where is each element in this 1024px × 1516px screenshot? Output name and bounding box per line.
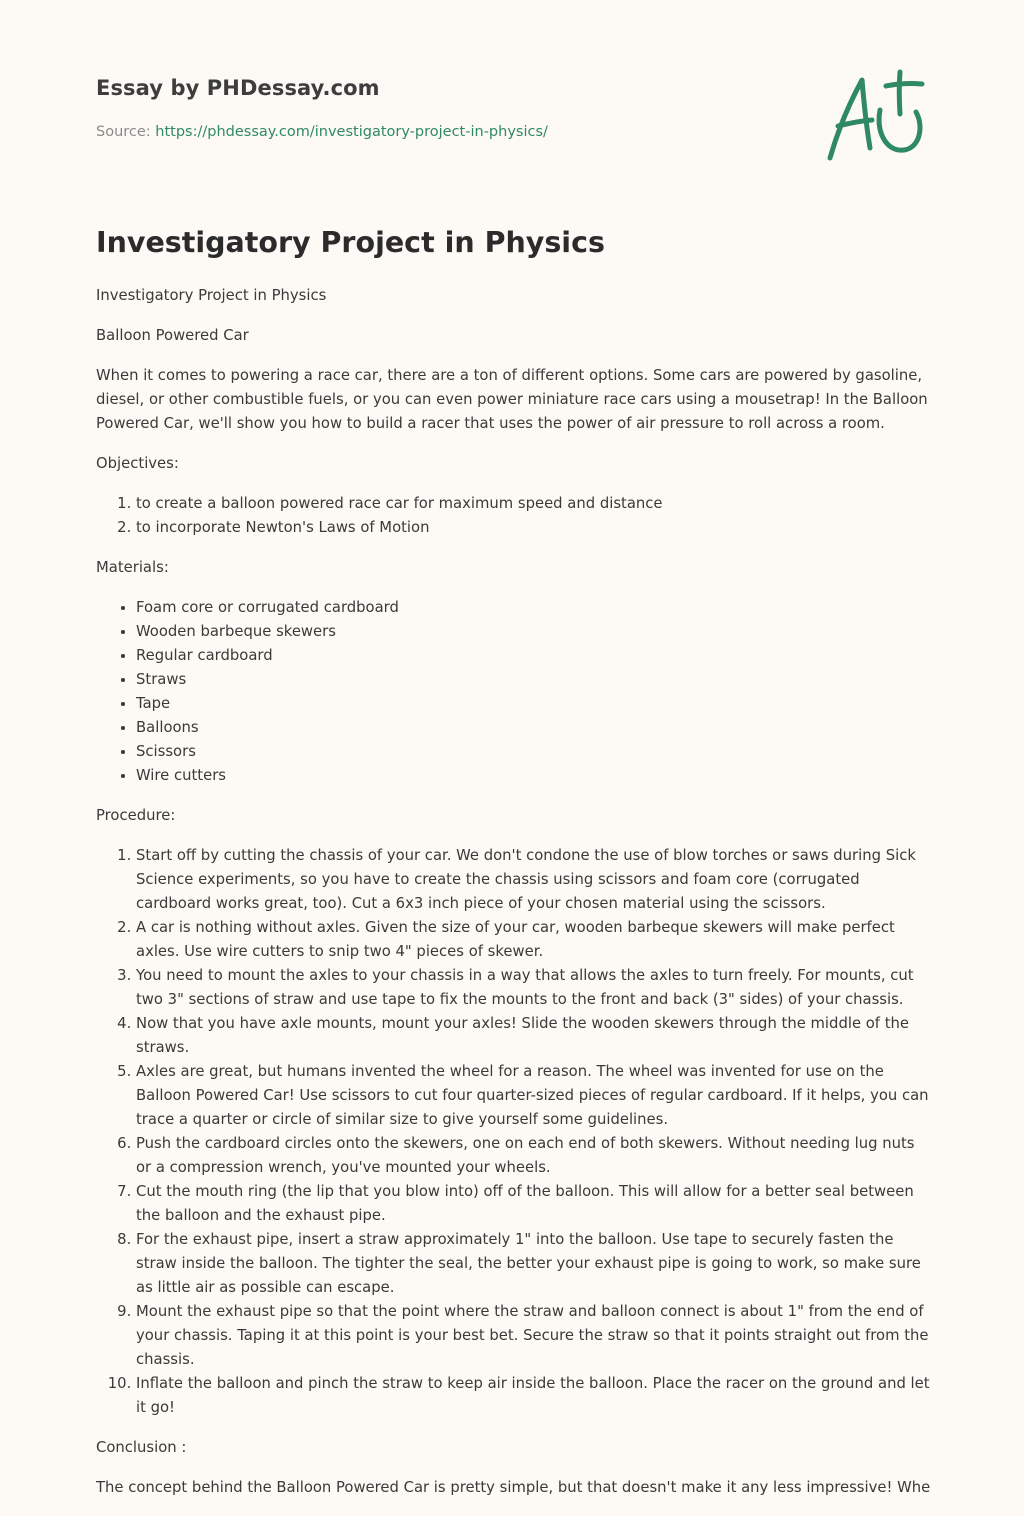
intro-paragraph: When it comes to powering a race car, there are a ton of different options. Some cars are powered by gasoline, diesel, or other combustible fuels, or you can even power miniature race cars using a mousetrap! In the Balloon Powered Car, we'll show you how to build a racer that uses the power of air pressure to roll across a room. xyxy=(96,367,928,432)
procedure-step: 9. Mount the exhaust pipe so that the point where the straw and balloon connect is about 1" from the end of your chassis. Taping it at this point is your best bet. Secure the straw so that it points straight out from the chassis. xyxy=(136,1300,932,1372)
procedure-step: 3. You need to mount the axles to your chassis in a way that allows the axles to turn freely. For mounts, cut two 3" sections of straw and use tape to fix the mounts to the front and back (3" sides) of your chassis. xyxy=(136,964,932,1012)
material-item: • Balloons xyxy=(136,716,932,740)
procedure-step: 2. A car is nothing without axles. Given the size of your car, wooden barbeque skewers will make perfect axles. Use wire cutters to snip two 4" pieces of skewer. xyxy=(136,916,932,964)
material-item: • Regular cardboard xyxy=(136,644,932,668)
project-name: Balloon Powered Car xyxy=(96,327,249,344)
procedure-list xyxy=(96,844,932,1420)
objectives-heading: Objectives: xyxy=(96,455,179,472)
procedure-step: 7. Cut the mouth ring (the lip that you blow into) off of the balloon. This will allow for a better seal between the balloon and the exhaust pipe. xyxy=(136,1180,932,1228)
procedure-step: 5. Axles are great, but humans invented the wheel for a reason. The wheel was invented for use on the Balloon Powered Car! Use scissors to cut four quarter-sized pieces of regular cardboard. If it helps, you can trace a quarter or circle of similar size to give yourself some guidelines. xyxy=(136,1060,932,1132)
objective-item: 2. to incorporate Newton's Laws of Motion xyxy=(136,516,932,540)
material-item: • Scissors xyxy=(136,740,932,764)
source-line xyxy=(96,124,548,140)
procedure-step: 1. Start off by cutting the chassis of your car. We don't condone the use of blow torches or saws during Sick Science experiments, so you have to create the chassis using scissors and foam core (corrugated cardboard works great, too). Cut a 6x3 inch piece of your chosen material using the scissors. xyxy=(136,844,932,916)
material-item: • Tape xyxy=(136,692,932,716)
objectives-list xyxy=(96,492,932,540)
conclusion-paragraph: The concept behind the Balloon Powered Car is pretty simple, but that doesn't make it any less impressive! Whe xyxy=(96,1479,931,1496)
brand-title: Essay by PHDessay.com xyxy=(96,76,380,100)
material-item: • Wooden barbeque skewers xyxy=(136,620,932,644)
procedure-step: 10. Inflate the balloon and pinch the straw to keep air inside the balloon. Place the racer on the ground and let it go! xyxy=(136,1372,932,1420)
essay-title: Investigatory Project in Physics xyxy=(96,226,605,259)
essay-body xyxy=(96,284,932,1516)
material-item: • Straws xyxy=(136,668,932,692)
procedure-step: 4. Now that you have axle mounts, mount your axles! Slide the wooden skewers through the middle of the straws. xyxy=(136,1012,932,1060)
material-item: • Wire cutters xyxy=(136,764,932,788)
procedure-step: 8. For the exhaust pipe, insert a straw approximately 1" into the balloon. Use tape to securely fasten the straw inside the balloon. The tighter the seal, the better your exhaust pipe is going to work, so make sure as little air as possible can escape. xyxy=(136,1228,932,1300)
objective-item: 1. to create a balloon powered race car for maximum speed and distance xyxy=(136,492,932,516)
procedure-heading: Procedure: xyxy=(96,807,176,824)
essay-subtitle: Investigatory Project in Physics xyxy=(96,287,327,304)
materials-list xyxy=(96,596,932,788)
conclusion-heading: Conclusion : xyxy=(96,1439,187,1456)
materials-heading: Materials: xyxy=(96,559,169,576)
material-item: • Foam core or corrugated cardboard xyxy=(136,596,932,620)
procedure-step: 6. Push the cardboard circles onto the skewers, one on each end of both skewers. Without needing lug nuts or a compression wrench, you've mounted your wheels. xyxy=(136,1132,932,1180)
a-plus-logo-icon xyxy=(824,68,928,164)
source-label: Source: xyxy=(96,124,156,140)
source-link[interactable]: https://phdessay.com/investigatory-project-in-physics/ xyxy=(155,124,548,140)
